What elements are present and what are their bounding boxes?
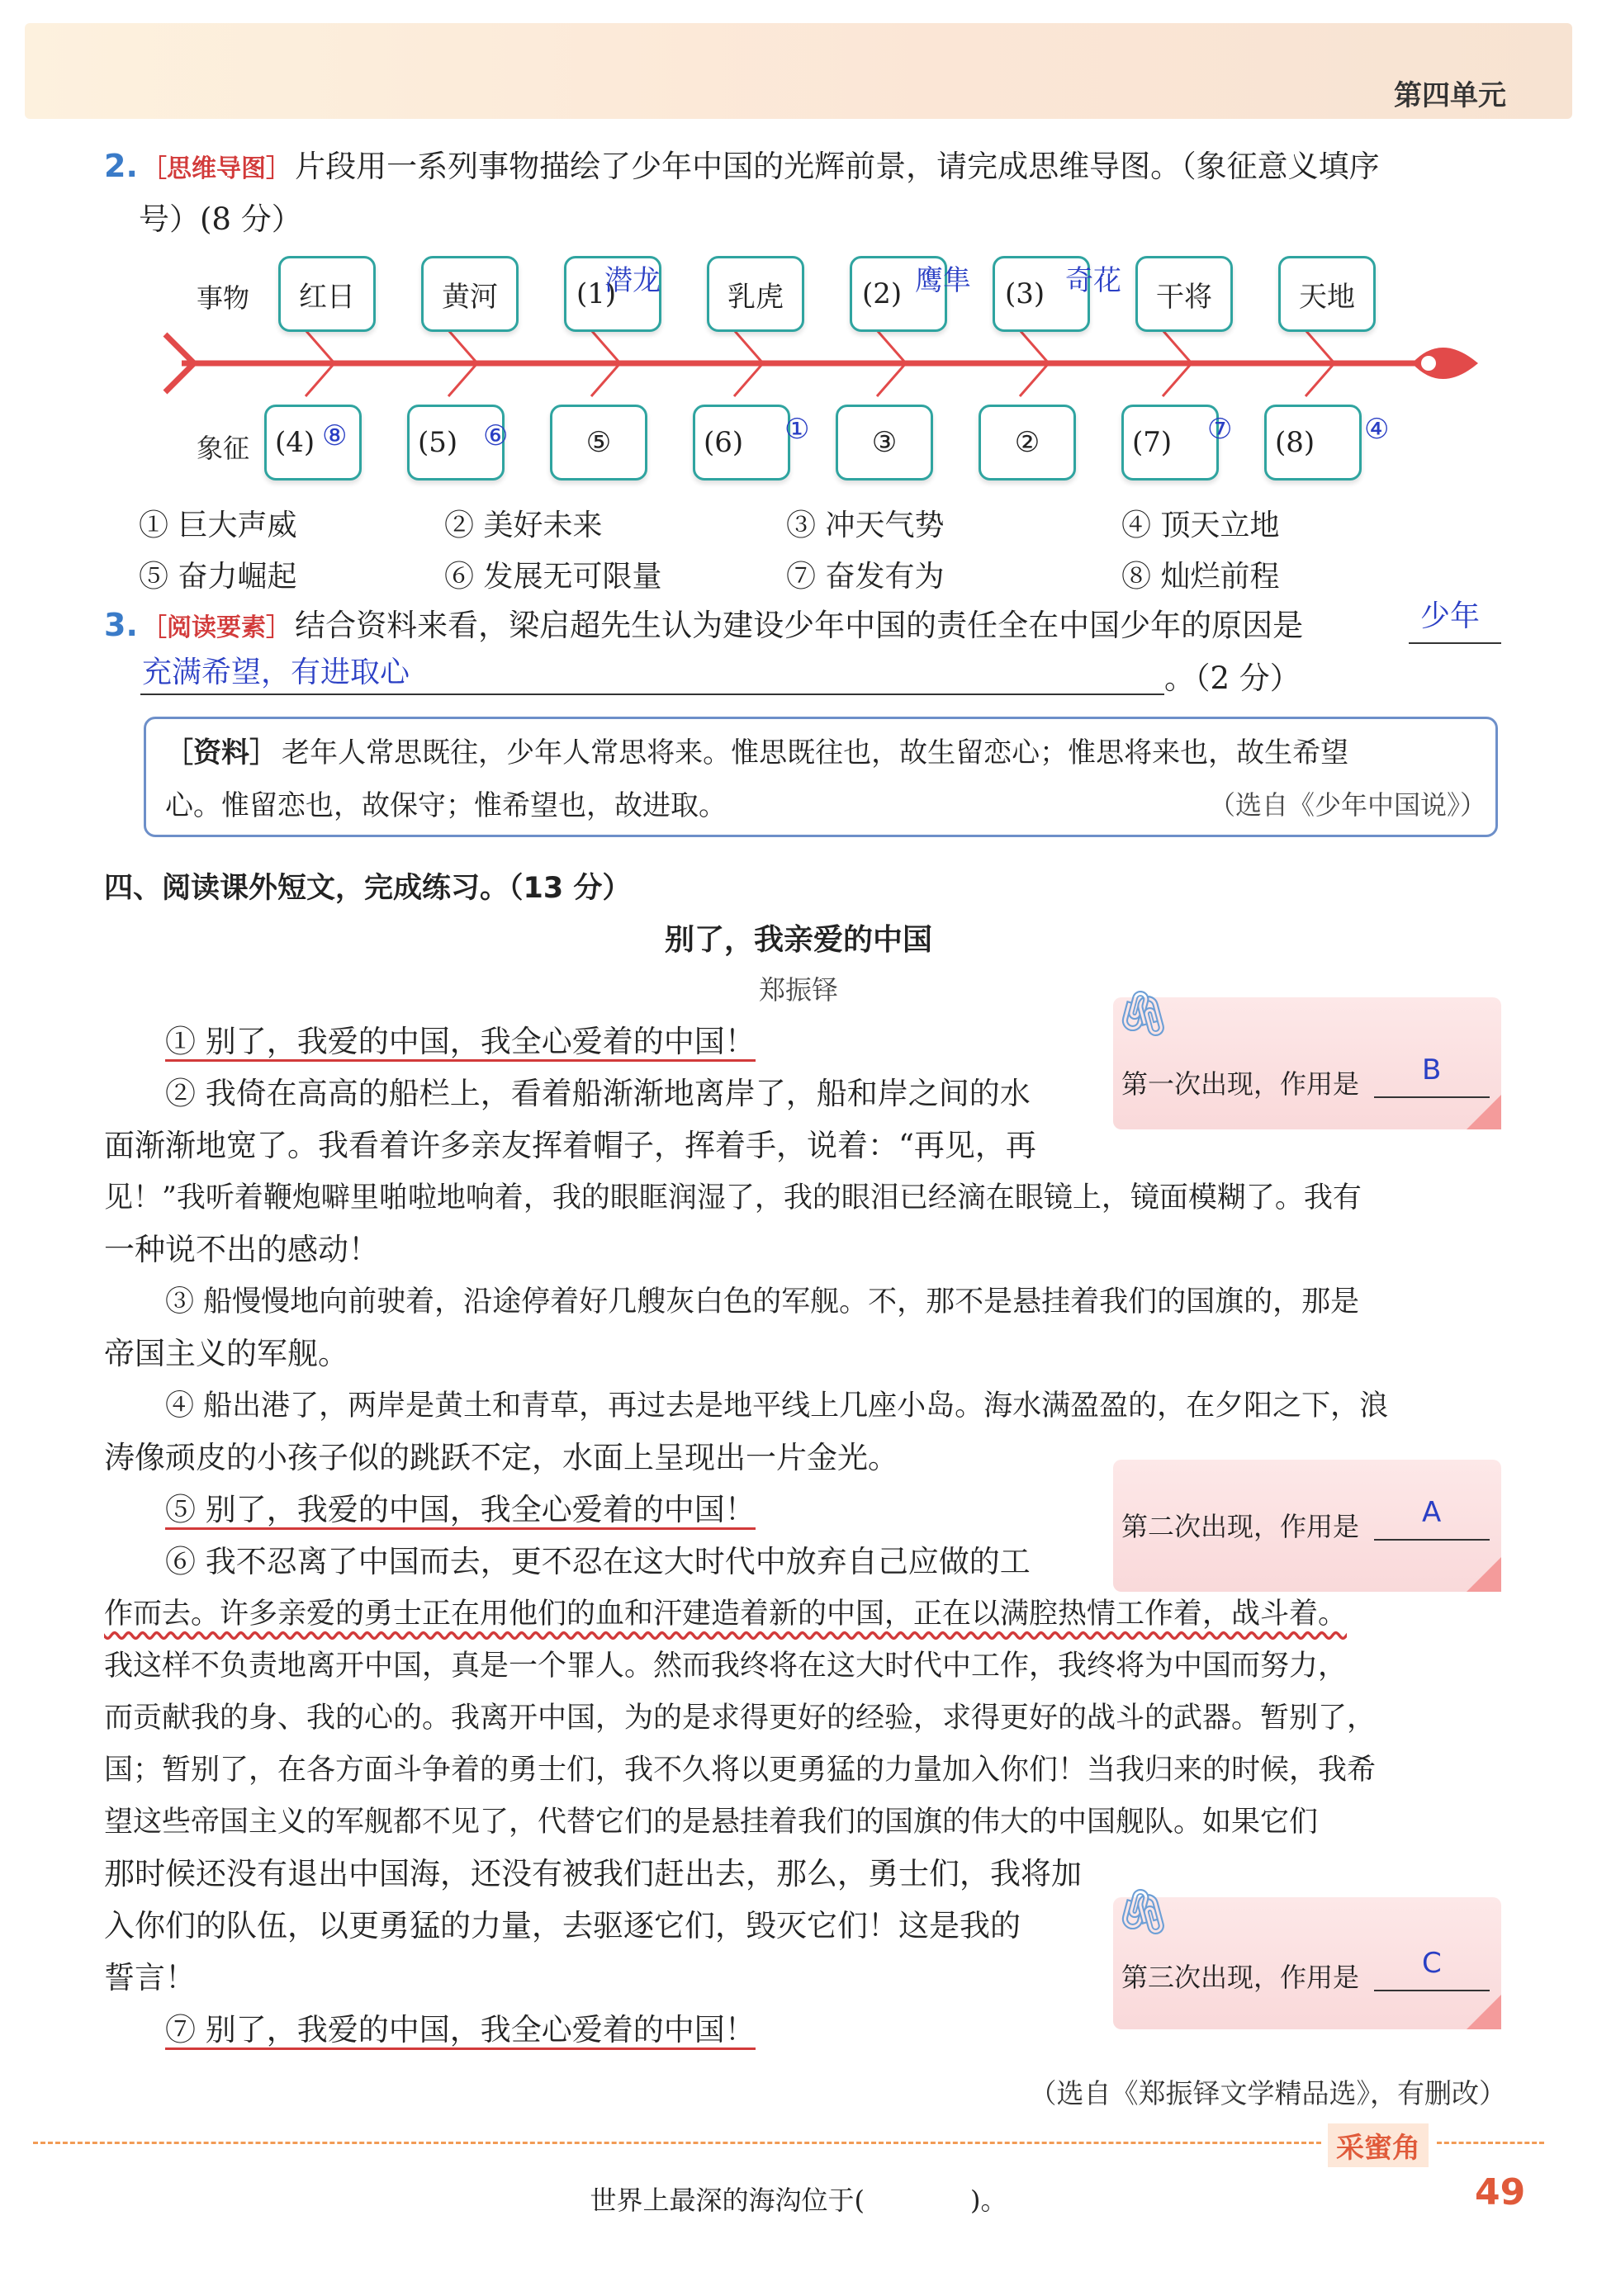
answer-symbol-7: ⑦ bbox=[1207, 413, 1233, 446]
thing-box: 乳虎 bbox=[707, 256, 804, 332]
row-label-things: 事物 bbox=[197, 282, 250, 314]
para-4b: 涛像顽皮的小孩子似的跳跃不定，水面上呈现出一片金光。 bbox=[104, 1440, 898, 1475]
unit-label: 第四单元 bbox=[1394, 79, 1506, 112]
para-7: ⑦ 别了，我爱的中国，我全心爱着的中国！ bbox=[165, 2005, 756, 2055]
section4-heading: 四、阅读课外短文，完成练习。（13 分） bbox=[104, 872, 632, 905]
para-6e: 国；暂别了，在各方面斗争着的勇士们，我不久将以更勇猛的力量加入你们！当我归来的时候，我希 bbox=[104, 1754, 1377, 1787]
note-fold-3 bbox=[1467, 1995, 1501, 2029]
q2-line1 bbox=[104, 142, 1380, 192]
q3-score: 。（2 分） bbox=[1164, 660, 1301, 696]
option: ② 美好未来 bbox=[444, 509, 603, 542]
para-2b: 面渐渐地宽了。我看着许多亲友挥着帽子，挥着手，说着：“再见，再 bbox=[104, 1128, 1036, 1163]
para-4a: ④ 船出港了，两岸是黄土和青草，再过去是地平线上几座小岛。海水满盈盈的，在夕阳之下，浪 bbox=[165, 1389, 1389, 1423]
q2-number: 2. bbox=[104, 148, 138, 184]
note-3-answer: C bbox=[1422, 1947, 1442, 1980]
answer-symbol-4: ⑧ bbox=[322, 419, 348, 452]
option: ⑧ 灿烂前程 bbox=[1121, 560, 1280, 594]
para-6h: 入你们的队伍，以更勇猛的力量，去驱逐它们，毁灭它们！这是我的 bbox=[104, 1908, 1021, 1943]
thing-box: 干将 bbox=[1135, 256, 1233, 332]
note-1-answer: B bbox=[1422, 1053, 1442, 1086]
material-text2: 心。惟留恋也，故保守；惟希望也，故进取。 bbox=[165, 789, 727, 822]
q3-number: 3. bbox=[104, 607, 138, 643]
option: ⑦ 奋发有为 bbox=[786, 560, 945, 594]
material-source: （选自《少年中国说》） bbox=[1208, 789, 1486, 821]
para-6d: 而贡献我的身、我的心的。我离开中国，为的是求得更好的经验，求得更好的战斗的武器。暂别了， bbox=[104, 1702, 1377, 1735]
option: ③ 冲天气势 bbox=[786, 509, 945, 542]
thing-box: 红日 bbox=[278, 256, 376, 332]
answer-symbol-5: ⑥ bbox=[483, 419, 509, 452]
q2-text1: 片段用一系列事物描绘了少年中国的光辉前景，请完成思维导图。（象征意义填序 bbox=[295, 149, 1380, 184]
material-line1 bbox=[165, 730, 1348, 770]
q3-answer1: 少年 bbox=[1420, 599, 1481, 633]
q3-line1 bbox=[104, 601, 1303, 651]
note-2-answer: A bbox=[1422, 1496, 1442, 1529]
option: ④ 顶天立地 bbox=[1121, 509, 1280, 542]
page-number: 49 bbox=[1475, 2171, 1526, 2213]
para-5: ⑤ 别了，我爱的中国，我全心爱着的中国！ bbox=[165, 1485, 756, 1535]
article-title: 别了，我亲爱的中国 bbox=[664, 923, 932, 957]
option: ⑥ 发展无可限量 bbox=[444, 560, 662, 594]
symbol-box: ③ bbox=[836, 405, 933, 481]
thing-box: (2) bbox=[850, 256, 947, 332]
paperclip-icon: 🖇 bbox=[1115, 1886, 1172, 1938]
q2-tag: ［思维导图］ bbox=[141, 154, 291, 183]
thing-box: 天地 bbox=[1278, 256, 1376, 332]
footer-divider bbox=[33, 2142, 1321, 2144]
footer-question: 世界上最深的海沟位于( )。 bbox=[590, 2185, 1007, 2216]
answer-thing-2: 鹰隼 bbox=[915, 264, 971, 297]
q3-answer2: 充满希望，有进取心 bbox=[142, 656, 410, 689]
note-1-text: 第一次出现，作用是 bbox=[1121, 1068, 1360, 1100]
para-6c: 我这样不负责地离开中国，真是一个罪人。然而我终将在这大时代中工作，我终将为中国而努力， bbox=[104, 1650, 1348, 1683]
answer-symbol-6: ① bbox=[784, 413, 810, 446]
option: ⑤ 奋力崛起 bbox=[139, 560, 297, 594]
footer-tag: 采蜜角 bbox=[1328, 2123, 1429, 2167]
note-2-text: 第二次出现，作用是 bbox=[1121, 1511, 1360, 1542]
para-6g: 那时候还没有退出中国海，还没有被我们赶出去，那么，勇士们，我将加 bbox=[104, 1856, 1082, 1891]
para-2c: 见！”我听着鞭炮噼里啪啦地响着，我的眼眶润湿了，我的眼泪已经滴在眼镜上，镜面模糊了。我有 bbox=[104, 1181, 1362, 1214]
note-fold-2 bbox=[1467, 1557, 1501, 1592]
footer-divider bbox=[1437, 2142, 1544, 2144]
thing-box: (1) bbox=[564, 256, 661, 332]
para-2a: ② 我倚在高高的船栏上，看着船渐渐地离岸了，船和岸之间的水 bbox=[165, 1076, 1031, 1111]
thing-box: 黄河 bbox=[421, 256, 519, 332]
answer-symbol-8: ④ bbox=[1364, 413, 1390, 446]
answer-thing-3: 奇花 bbox=[1065, 264, 1121, 297]
note-3-text: 第三次出现，作用是 bbox=[1121, 1962, 1360, 1993]
para-3b: 帝国主义的军舰。 bbox=[104, 1336, 348, 1371]
para-6b: 作而去。许多亲爱的勇士正在用他们的血和汗建造着新的中国，正在以满腔热情工作着，战斗着。 bbox=[104, 1598, 1348, 1631]
row-label-symbols: 象征 bbox=[197, 433, 250, 464]
note-fold-1 bbox=[1467, 1095, 1501, 1129]
para-6i: 誓言！ bbox=[104, 1960, 196, 1995]
symbol-box: ⑤ bbox=[550, 405, 647, 481]
q3-tag: ［阅读要素］ bbox=[141, 613, 291, 642]
header-band bbox=[25, 23, 1572, 119]
para-2d: 一种说不出的感动！ bbox=[104, 1232, 379, 1267]
para-6a: ⑥ 我不忍离了中国而去，更不忍在这大时代中放弃自己应做的工 bbox=[165, 1544, 1031, 1579]
para-6f: 望这些帝国主义的军舰都不见了，代替它们的是悬挂着我们的国旗的伟大的中国舰队。如果它们 bbox=[104, 1806, 1319, 1839]
q3-text: 结合资料来看，梁启超先生认为建设少年中国的责任全在中国少年的原因是 bbox=[295, 608, 1304, 643]
symbol-box: (7) bbox=[1121, 405, 1219, 481]
paperclip-icon: 🖇 bbox=[1115, 987, 1172, 1039]
fishbone-eye bbox=[1421, 356, 1436, 371]
thing-box: (3) bbox=[993, 256, 1090, 332]
para-1: ① 别了，我爱的中国，我全心爱着的中国！ bbox=[165, 1017, 756, 1067]
answer-thing-1: 潜龙 bbox=[604, 264, 661, 297]
symbol-box: ② bbox=[979, 405, 1076, 481]
article-source: （选自《郑振铎文学精品选》，有删改） bbox=[1029, 2077, 1506, 2109]
article-author: 郑振铎 bbox=[758, 974, 838, 1006]
q2-text2: 号）(8 分） bbox=[139, 201, 302, 237]
para-3a: ③ 船慢慢地向前驶着，沿途停着好几艘灰白色的军舰。不，那不是悬挂着我们的国旗的，那是 bbox=[165, 1285, 1360, 1318]
symbol-box: (5) bbox=[407, 405, 505, 481]
material-label: ［资料］ bbox=[165, 736, 277, 769]
symbol-box: (6) bbox=[693, 405, 790, 481]
symbol-box: (8) bbox=[1264, 405, 1362, 481]
material-text1: 老年人常思既往，少年人常思将来。惟思既往也，故生留恋心；惟思将来也，故生希望 bbox=[282, 736, 1349, 769]
symbol-box: (4) bbox=[264, 405, 362, 481]
option: ① 巨大声威 bbox=[139, 509, 297, 542]
